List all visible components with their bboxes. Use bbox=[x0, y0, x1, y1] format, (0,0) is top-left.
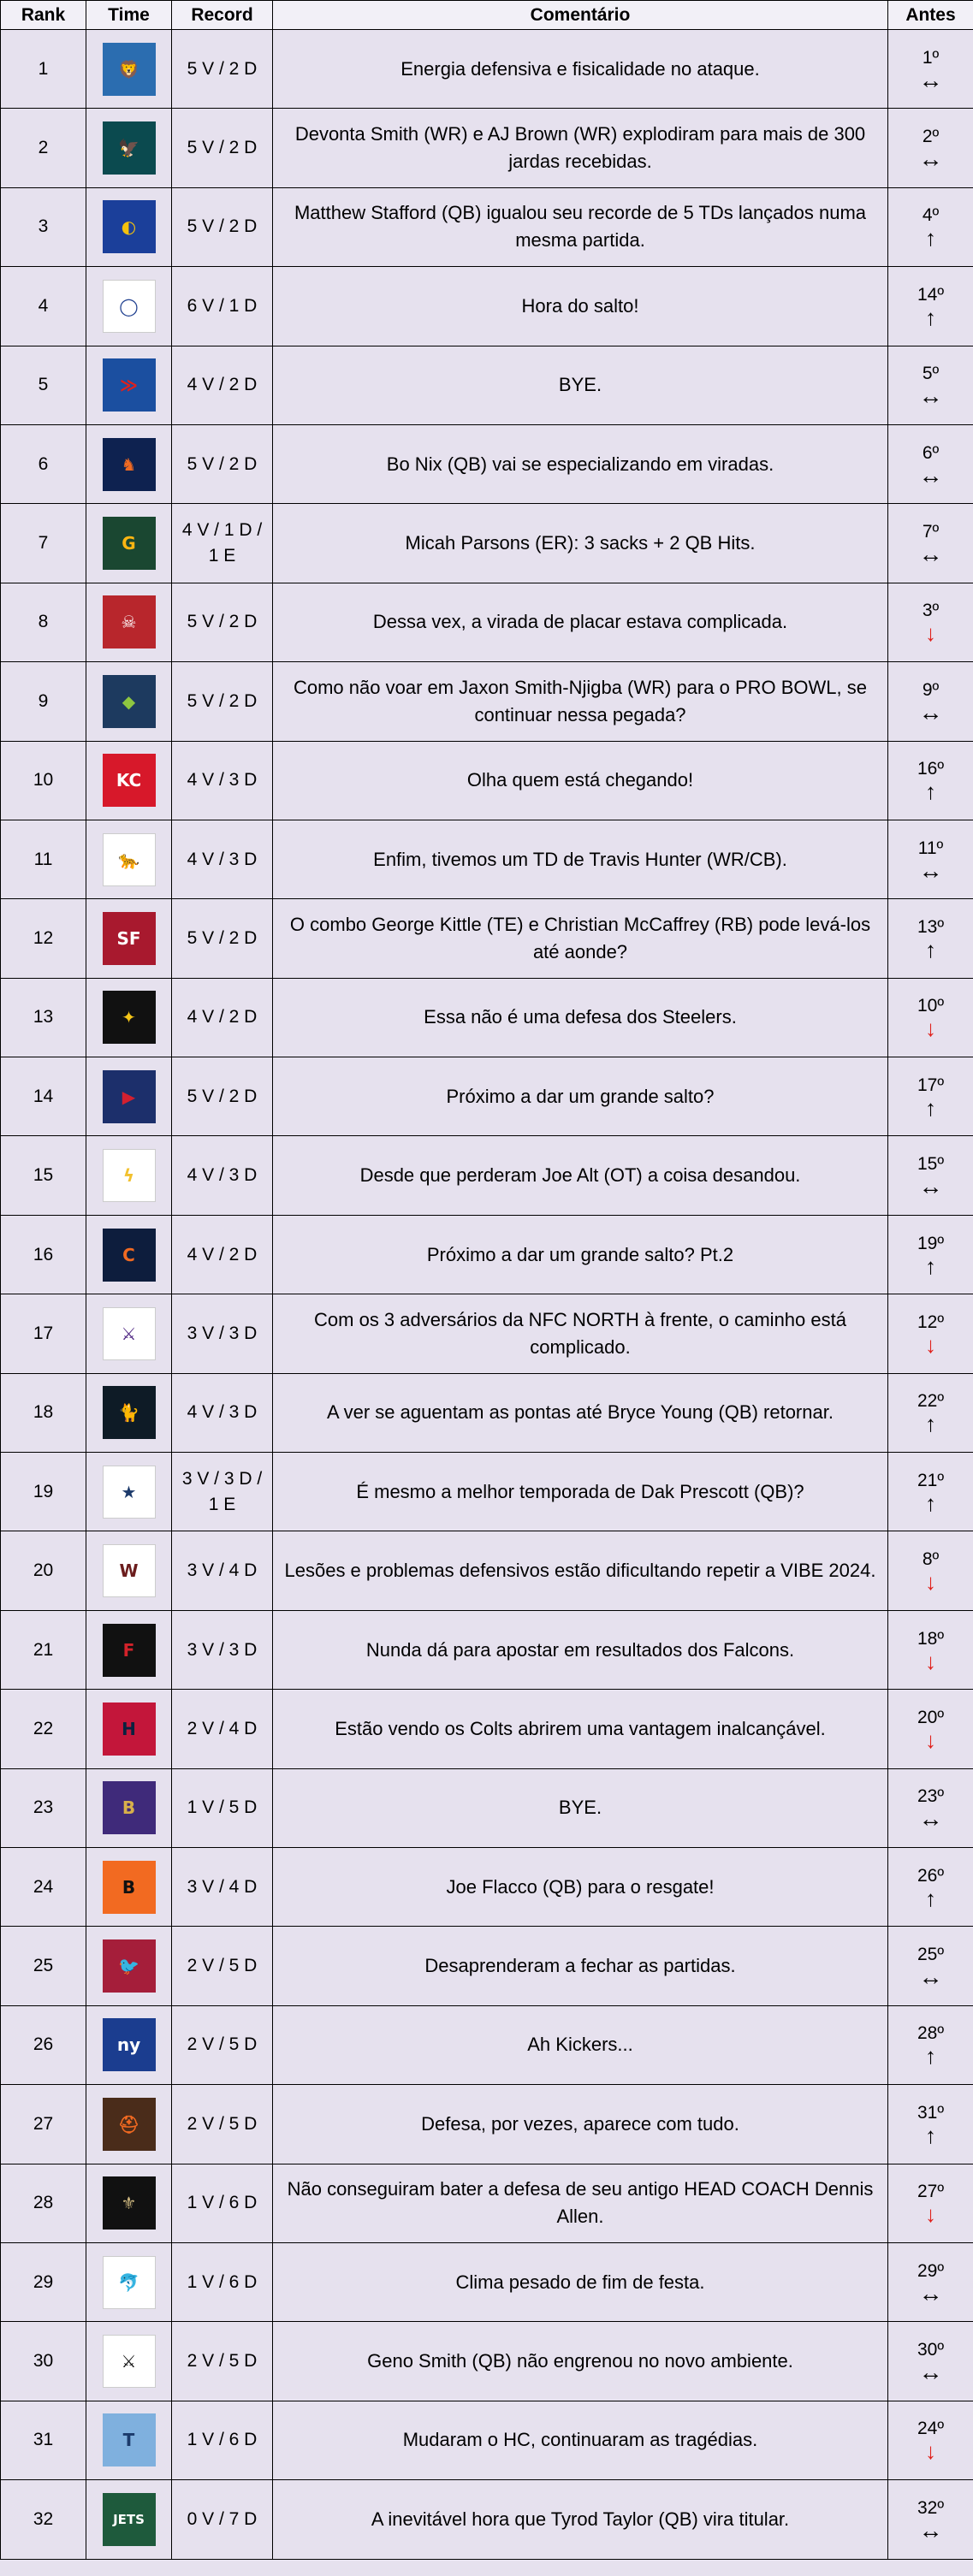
previous-rank-cell bbox=[888, 2401, 973, 2479]
rank-cell: 16 bbox=[1, 1215, 86, 1294]
team-cell bbox=[86, 30, 172, 109]
previous-rank-cell bbox=[888, 2242, 973, 2321]
comment-cell: BYE. bbox=[273, 346, 888, 424]
team-cell bbox=[86, 267, 172, 346]
team-cell bbox=[86, 424, 172, 503]
previous-rank-cell bbox=[888, 424, 973, 503]
table-row bbox=[1, 1690, 973, 1768]
rank-cell: 21 bbox=[1, 1610, 86, 1689]
arrow-left-right-icon: ↔ bbox=[918, 2359, 943, 2386]
lions-logo-icon: 🦁 bbox=[103, 43, 156, 96]
table-row bbox=[1, 2401, 973, 2479]
header-team: Time bbox=[86, 1, 172, 30]
record-cell: 2 V / 5 D bbox=[172, 1927, 273, 2005]
previous-rank-cell bbox=[888, 2322, 973, 2401]
record-cell: 5 V / 2 D bbox=[172, 30, 273, 109]
table-row bbox=[1, 1610, 973, 1689]
table-row bbox=[1, 2242, 973, 2321]
arrow-left-right-icon: ↔ bbox=[918, 856, 943, 884]
arrow-up-icon: ↑ bbox=[925, 1489, 936, 1516]
arrow-left-right-icon: ↔ bbox=[918, 698, 943, 725]
rank-cell: 9 bbox=[1, 662, 86, 741]
previous-rank-value: 24º bbox=[917, 2419, 945, 2439]
previous-rank-value: 25º bbox=[917, 1945, 945, 1965]
arrow-up-icon: ↑ bbox=[925, 1885, 936, 1911]
table-row bbox=[1, 2480, 973, 2559]
arrow-up-icon: ↑ bbox=[925, 779, 936, 805]
texans-logo-icon: H bbox=[103, 1703, 156, 1756]
previous-rank-cell bbox=[888, 1768, 973, 1847]
arrow-down-icon: ↓ bbox=[925, 1569, 936, 1596]
team-cell bbox=[86, 2401, 172, 2479]
arrow-left-right-icon: ↔ bbox=[918, 541, 943, 568]
previous-rank-cell bbox=[888, 109, 973, 187]
record-cell: 5 V / 2 D bbox=[172, 662, 273, 741]
bills-logo-icon: ≫ bbox=[103, 358, 156, 412]
team-cell bbox=[86, 2164, 172, 2242]
record-cell: 2 V / 5 D bbox=[172, 2085, 273, 2164]
arrow-up-icon: ↑ bbox=[925, 936, 936, 962]
record-cell: 3 V / 3 D / 1 E bbox=[172, 1453, 273, 1531]
arrow-left-right-icon: ↔ bbox=[918, 66, 943, 93]
rank-cell: 27 bbox=[1, 2085, 86, 2164]
saints-logo-icon: ⚜ bbox=[103, 2176, 156, 2230]
header-record: Record bbox=[172, 1, 273, 30]
record-cell: 3 V / 4 D bbox=[172, 1847, 273, 1926]
rank-cell: 26 bbox=[1, 2005, 86, 2084]
record-cell: 4 V / 2 D bbox=[172, 1215, 273, 1294]
arrow-left-right-icon: ↔ bbox=[918, 1805, 943, 1833]
previous-rank-value: 30º bbox=[917, 2340, 945, 2360]
comment-cell: Mudaram o HC, continuaram as tragédias. bbox=[273, 2401, 888, 2479]
table-row bbox=[1, 504, 973, 583]
previous-rank-value: 2º bbox=[922, 127, 940, 147]
team-cell bbox=[86, 1373, 172, 1452]
team-cell bbox=[86, 2480, 172, 2559]
arrow-up-icon: ↑ bbox=[925, 225, 936, 252]
table-row bbox=[1, 1531, 973, 1610]
previous-rank-value: 17º bbox=[917, 1075, 945, 1095]
table-row bbox=[1, 346, 973, 424]
record-cell: 4 V / 2 D bbox=[172, 978, 273, 1057]
team-cell bbox=[86, 1690, 172, 1768]
previous-rank-cell bbox=[888, 504, 973, 583]
comment-cell: Nunda dá para apostar em resultados dos Falcons. bbox=[273, 1610, 888, 1689]
rank-cell: 22 bbox=[1, 1690, 86, 1768]
previous-rank-value: 8º bbox=[922, 1549, 940, 1570]
comment-cell: Geno Smith (QB) não engrenou no novo ambiente. bbox=[273, 2322, 888, 2401]
table-row bbox=[1, 1294, 973, 1373]
previous-rank-value: 21º bbox=[917, 1470, 945, 1490]
arrow-up-icon: ↑ bbox=[925, 304, 936, 330]
comment-cell: Desde que perderam Joe Alt (OT) a coisa desandou. bbox=[273, 1136, 888, 1215]
comment-cell: Desaprenderam a fechar as partidas. bbox=[273, 1927, 888, 2005]
arrow-down-icon: ↓ bbox=[925, 620, 936, 647]
rank-cell: 2 bbox=[1, 109, 86, 187]
arrow-up-icon: ↑ bbox=[925, 1094, 936, 1121]
team-cell bbox=[86, 583, 172, 661]
arrow-down-icon: ↓ bbox=[925, 1726, 936, 1753]
table-row bbox=[1, 267, 973, 346]
team-cell bbox=[86, 820, 172, 898]
previous-rank-cell bbox=[888, 187, 973, 266]
dolphins-logo-icon: 🐬 bbox=[103, 2256, 156, 2309]
table-row bbox=[1, 1847, 973, 1926]
arrow-up-icon: ↑ bbox=[925, 1252, 936, 1279]
previous-rank-value: 20º bbox=[917, 1707, 945, 1727]
bears-logo-icon: C bbox=[103, 1229, 156, 1282]
arrow-left-right-icon: ↔ bbox=[918, 1963, 943, 1991]
previous-rank-value: 32º bbox=[917, 2497, 945, 2518]
previous-rank-value: 10º bbox=[917, 996, 945, 1016]
previous-rank-value: 15º bbox=[917, 1154, 945, 1175]
rank-cell: 6 bbox=[1, 424, 86, 503]
comment-cell: É mesmo a melhor temporada de Dak Prescott (QB)? bbox=[273, 1453, 888, 1531]
comment-cell: Matthew Stafford (QB) igualou seu recorde de 5 TDs lançados numa mesma partida. bbox=[273, 187, 888, 266]
comment-cell: Defesa, por vezes, aparece com tudo. bbox=[273, 2085, 888, 2164]
eagles-logo-icon: 🦅 bbox=[103, 121, 156, 175]
rank-cell: 7 bbox=[1, 504, 86, 583]
rank-cell: 1 bbox=[1, 30, 86, 109]
comment-cell: BYE. bbox=[273, 1768, 888, 1847]
rank-cell: 31 bbox=[1, 2401, 86, 2479]
falcons-logo-icon: F bbox=[103, 1624, 156, 1677]
comment-cell: Clima pesado de fim de festa. bbox=[273, 2242, 888, 2321]
table-row bbox=[1, 2164, 973, 2242]
table-row bbox=[1, 741, 973, 820]
table-row bbox=[1, 2322, 973, 2401]
record-cell: 1 V / 6 D bbox=[172, 2401, 273, 2479]
record-cell: 5 V / 2 D bbox=[172, 1057, 273, 1136]
jets-logo-icon: JETS bbox=[103, 2493, 156, 2546]
rank-cell: 25 bbox=[1, 1927, 86, 2005]
arrow-left-right-icon: ↔ bbox=[918, 382, 943, 410]
record-cell: 1 V / 6 D bbox=[172, 2242, 273, 2321]
record-cell: 1 V / 5 D bbox=[172, 1768, 273, 1847]
previous-rank-cell bbox=[888, 1453, 973, 1531]
record-cell: 4 V / 3 D bbox=[172, 820, 273, 898]
record-cell: 3 V / 3 D bbox=[172, 1294, 273, 1373]
record-cell: 5 V / 2 D bbox=[172, 109, 273, 187]
comment-cell: Bo Nix (QB) vai se especializando em viradas. bbox=[273, 424, 888, 503]
table-header-row bbox=[1, 1, 973, 30]
team-cell bbox=[86, 1927, 172, 2005]
rank-cell: 15 bbox=[1, 1136, 86, 1215]
team-cell bbox=[86, 1057, 172, 1136]
patriots-logo-icon: ▶ bbox=[103, 1070, 156, 1123]
team-cell bbox=[86, 1215, 172, 1294]
comment-cell: Enfim, tivemos um TD de Travis Hunter (WR/CB). bbox=[273, 820, 888, 898]
rank-cell: 5 bbox=[1, 346, 86, 424]
team-cell bbox=[86, 187, 172, 266]
comment-cell: Olha quem está chegando! bbox=[273, 741, 888, 820]
previous-rank-cell bbox=[888, 30, 973, 109]
previous-rank-cell bbox=[888, 1927, 973, 2005]
previous-rank-cell bbox=[888, 820, 973, 898]
record-cell: 3 V / 4 D bbox=[172, 1531, 273, 1610]
comment-cell: Estão vendo os Colts abrirem uma vantagem inalcançável. bbox=[273, 1690, 888, 1768]
table-row bbox=[1, 662, 973, 741]
chiefs-logo-icon: KC bbox=[103, 754, 156, 807]
team-cell bbox=[86, 899, 172, 978]
team-cell bbox=[86, 1768, 172, 1847]
rank-cell: 24 bbox=[1, 1847, 86, 1926]
previous-rank-value: 6º bbox=[922, 442, 940, 463]
buccaneers-logo-icon: ☠ bbox=[103, 595, 156, 648]
team-cell bbox=[86, 1847, 172, 1926]
previous-rank-cell bbox=[888, 1136, 973, 1215]
previous-rank-value: 1º bbox=[922, 47, 940, 68]
arrow-left-right-icon: ↔ bbox=[918, 145, 943, 173]
record-cell: 2 V / 5 D bbox=[172, 2322, 273, 2401]
seahawks-logo-icon: ◆ bbox=[103, 675, 156, 728]
table-row bbox=[1, 583, 973, 661]
comment-cell: Devonta Smith (WR) e AJ Brown (WR) explodiram para mais de 300 jardas recebidas. bbox=[273, 109, 888, 187]
header-previous: Antes bbox=[888, 1, 973, 30]
previous-rank-cell bbox=[888, 267, 973, 346]
previous-rank-value: 12º bbox=[917, 1312, 945, 1332]
record-cell: 5 V / 2 D bbox=[172, 583, 273, 661]
record-cell: 5 V / 2 D bbox=[172, 899, 273, 978]
giants-logo-icon: ny bbox=[103, 2018, 156, 2071]
previous-rank-value: 9º bbox=[922, 679, 940, 700]
arrow-down-icon: ↓ bbox=[925, 1016, 936, 1042]
previous-rank-value: 23º bbox=[917, 1786, 945, 1807]
record-cell: 4 V / 2 D bbox=[172, 346, 273, 424]
previous-rank-cell bbox=[888, 2480, 973, 2559]
rank-cell: 20 bbox=[1, 1531, 86, 1610]
previous-rank-cell bbox=[888, 583, 973, 661]
previous-rank-cell bbox=[888, 1215, 973, 1294]
arrow-down-icon: ↓ bbox=[925, 2201, 936, 2228]
previous-rank-value: 14º bbox=[917, 284, 945, 305]
panthers-logo-icon: 🐈 bbox=[103, 1386, 156, 1439]
previous-rank-cell bbox=[888, 1373, 973, 1452]
cowboys-logo-icon: ★ bbox=[103, 1466, 156, 1519]
rank-cell: 18 bbox=[1, 1373, 86, 1452]
rank-cell: 13 bbox=[1, 978, 86, 1057]
comment-cell: A ver se aguentam as pontas até Bryce Young (QB) retornar. bbox=[273, 1373, 888, 1452]
record-cell: 5 V / 2 D bbox=[172, 424, 273, 503]
arrow-up-icon: ↑ bbox=[925, 1411, 936, 1437]
previous-rank-cell bbox=[888, 978, 973, 1057]
team-cell bbox=[86, 2242, 172, 2321]
previous-rank-value: 13º bbox=[917, 916, 945, 937]
vikings-logo-icon: ⚔ bbox=[103, 1307, 156, 1360]
broncos-logo-icon: ♞ bbox=[103, 438, 156, 491]
rams-logo-icon: ◐ bbox=[103, 200, 156, 253]
previous-rank-value: 31º bbox=[917, 2102, 945, 2123]
table-row bbox=[1, 2085, 973, 2164]
rank-cell: 30 bbox=[1, 2322, 86, 2401]
header-rank: Rank bbox=[1, 1, 86, 30]
rank-cell: 17 bbox=[1, 1294, 86, 1373]
table-row bbox=[1, 1768, 973, 1847]
colts-logo-icon: ◯ bbox=[103, 280, 156, 333]
record-cell: 2 V / 4 D bbox=[172, 1690, 273, 1768]
chargers-logo-icon: ϟ bbox=[103, 1149, 156, 1202]
team-cell bbox=[86, 504, 172, 583]
table-row bbox=[1, 978, 973, 1057]
packers-logo-icon: G bbox=[103, 517, 156, 570]
bengals-logo-icon: B bbox=[103, 1861, 156, 1914]
comment-cell: Com os 3 adversários da NFC NORTH à frente, o caminho está complicado. bbox=[273, 1294, 888, 1373]
cardinals-logo-icon: 🐦 bbox=[103, 1939, 156, 1993]
record-cell: 3 V / 3 D bbox=[172, 1610, 273, 1689]
comment-cell: Ah Kickers... bbox=[273, 2005, 888, 2084]
team-cell bbox=[86, 2085, 172, 2164]
table-row bbox=[1, 30, 973, 109]
record-cell: 4 V / 3 D bbox=[172, 1373, 273, 1452]
steelers-logo-icon: ✦ bbox=[103, 991, 156, 1044]
arrow-left-right-icon: ↔ bbox=[918, 2516, 943, 2543]
commanders-logo-icon: W bbox=[103, 1544, 156, 1597]
team-cell bbox=[86, 2322, 172, 2401]
rank-cell: 11 bbox=[1, 820, 86, 898]
table-row bbox=[1, 1215, 973, 1294]
previous-rank-value: 16º bbox=[917, 759, 945, 779]
previous-rank-cell bbox=[888, 2005, 973, 2084]
previous-rank-value: 4º bbox=[922, 205, 940, 226]
rank-cell: 32 bbox=[1, 2480, 86, 2559]
previous-rank-value: 26º bbox=[917, 1865, 945, 1886]
rank-cell: 8 bbox=[1, 583, 86, 661]
team-cell bbox=[86, 1294, 172, 1373]
team-cell bbox=[86, 109, 172, 187]
rank-cell: 12 bbox=[1, 899, 86, 978]
rank-cell: 4 bbox=[1, 267, 86, 346]
table-row bbox=[1, 1927, 973, 2005]
previous-rank-value: 3º bbox=[922, 601, 940, 621]
previous-rank-value: 5º bbox=[922, 364, 940, 384]
arrow-left-right-icon: ↔ bbox=[918, 2279, 943, 2307]
record-cell: 0 V / 7 D bbox=[172, 2480, 273, 2559]
comment-cell: Dessa vex, a virada de placar estava complicada. bbox=[273, 583, 888, 661]
comment-cell: A inevitável hora que Tyrod Taylor (QB) vira titular. bbox=[273, 2480, 888, 2559]
record-cell: 4 V / 3 D bbox=[172, 1136, 273, 1215]
previous-rank-value: 27º bbox=[917, 2182, 945, 2202]
previous-rank-cell bbox=[888, 2085, 973, 2164]
previous-rank-cell bbox=[888, 1610, 973, 1689]
team-cell bbox=[86, 741, 172, 820]
team-cell bbox=[86, 978, 172, 1057]
rank-cell: 10 bbox=[1, 741, 86, 820]
comment-cell: Lesões e problemas defensivos estão dificultando repetir a VIBE 2024. bbox=[273, 1531, 888, 1610]
record-cell: 1 V / 6 D bbox=[172, 2164, 273, 2242]
team-cell bbox=[86, 662, 172, 741]
previous-rank-cell bbox=[888, 1294, 973, 1373]
previous-rank-cell bbox=[888, 1690, 973, 1768]
team-cell bbox=[86, 1531, 172, 1610]
previous-rank-value: 18º bbox=[917, 1628, 945, 1649]
previous-rank-cell bbox=[888, 1531, 973, 1610]
previous-rank-value: 29º bbox=[917, 2260, 945, 2281]
previous-rank-cell bbox=[888, 741, 973, 820]
comment-cell: Próximo a dar um grande salto? Pt.2 bbox=[273, 1215, 888, 1294]
rank-cell: 14 bbox=[1, 1057, 86, 1136]
record-cell: 2 V / 5 D bbox=[172, 2005, 273, 2084]
table-row bbox=[1, 2005, 973, 2084]
previous-rank-value: 28º bbox=[917, 2023, 945, 2044]
previous-rank-cell bbox=[888, 899, 973, 978]
record-cell: 6 V / 1 D bbox=[172, 267, 273, 346]
team-cell bbox=[86, 1136, 172, 1215]
table-row bbox=[1, 820, 973, 898]
previous-rank-value: 22º bbox=[917, 1391, 945, 1412]
previous-rank-cell bbox=[888, 346, 973, 424]
previous-rank-value: 7º bbox=[922, 522, 940, 542]
rank-cell: 28 bbox=[1, 2164, 86, 2242]
previous-rank-cell bbox=[888, 662, 973, 741]
table-row bbox=[1, 899, 973, 978]
rank-cell: 3 bbox=[1, 187, 86, 266]
previous-rank-cell bbox=[888, 1847, 973, 1926]
49ers-logo-icon: SF bbox=[103, 912, 156, 965]
rank-cell: 29 bbox=[1, 2242, 86, 2321]
rank-cell: 19 bbox=[1, 1453, 86, 1531]
table-row bbox=[1, 1057, 973, 1136]
arrow-down-icon: ↓ bbox=[925, 2438, 936, 2465]
team-cell bbox=[86, 2005, 172, 2084]
previous-rank-value: 19º bbox=[917, 1233, 945, 1253]
table-row bbox=[1, 187, 973, 266]
arrow-left-right-icon: ↔ bbox=[918, 461, 943, 489]
previous-rank-cell bbox=[888, 1057, 973, 1136]
arrow-up-icon: ↑ bbox=[925, 2122, 936, 2148]
comment-cell: Joe Flacco (QB) para o resgate! bbox=[273, 1847, 888, 1926]
table-row bbox=[1, 1453, 973, 1531]
titans-logo-icon: T bbox=[103, 2413, 156, 2466]
record-cell: 5 V / 2 D bbox=[172, 187, 273, 266]
jaguars-logo-icon: 🐆 bbox=[103, 833, 156, 886]
comment-cell: Próximo a dar um grande salto? bbox=[273, 1057, 888, 1136]
team-cell bbox=[86, 1453, 172, 1531]
comment-cell: O combo George Kittle (TE) e Christian McCaffrey (RB) pode levá-los até aonde? bbox=[273, 899, 888, 978]
comment-cell: Como não voar em Jaxon Smith-Njigba (WR) para o PRO BOWL, se continuar nessa pegada? bbox=[273, 662, 888, 741]
table-row bbox=[1, 1373, 973, 1452]
table-row bbox=[1, 1136, 973, 1215]
record-cell: 4 V / 1 D / 1 E bbox=[172, 504, 273, 583]
arrow-down-icon: ↓ bbox=[925, 1331, 936, 1358]
team-cell bbox=[86, 1610, 172, 1689]
arrow-left-right-icon: ↔ bbox=[918, 1173, 943, 1200]
raiders-logo-icon: ⚔ bbox=[103, 2335, 156, 2388]
rank-cell: 23 bbox=[1, 1768, 86, 1847]
team-cell bbox=[86, 346, 172, 424]
arrow-up-icon: ↑ bbox=[925, 2043, 936, 2070]
table-row bbox=[1, 424, 973, 503]
header-comment: Comentário bbox=[273, 1, 888, 30]
comment-cell: Não conseguiram bater a defesa de seu antigo HEAD COACH Dennis Allen. bbox=[273, 2164, 888, 2242]
ravens-logo-icon: B bbox=[103, 1781, 156, 1834]
arrow-down-icon: ↓ bbox=[925, 1648, 936, 1674]
table-row bbox=[1, 109, 973, 187]
comment-cell: Micah Parsons (ER): 3 sacks + 2 QB Hits. bbox=[273, 504, 888, 583]
comment-cell: Hora do salto! bbox=[273, 267, 888, 346]
previous-rank-value: 11º bbox=[917, 838, 944, 858]
comment-cell: Energia defensiva e fisicalidade no ataque. bbox=[273, 30, 888, 109]
previous-rank-cell bbox=[888, 2164, 973, 2242]
browns-logo-icon: ⛑ bbox=[103, 2098, 156, 2151]
comment-cell: Essa não é uma defesa dos Steelers. bbox=[273, 978, 888, 1057]
record-cell: 4 V / 3 D bbox=[172, 741, 273, 820]
